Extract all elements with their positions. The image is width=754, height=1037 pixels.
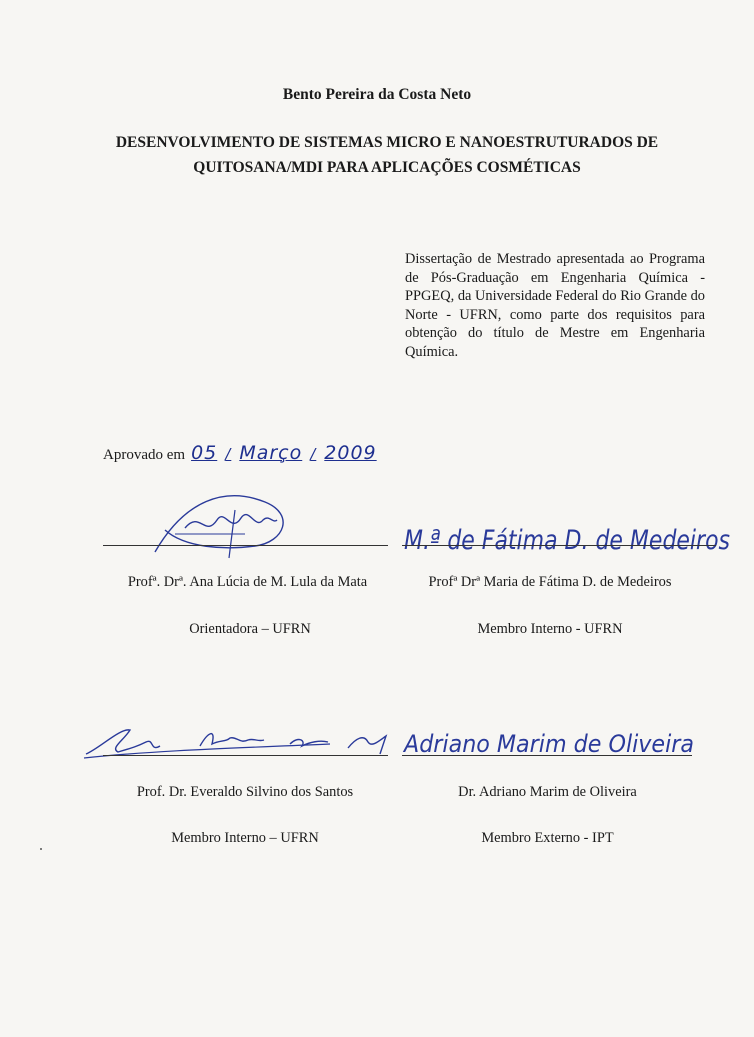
- date-separator: /: [310, 445, 317, 463]
- dissertation-title: [80, 130, 694, 180]
- signature-everaldo: [80, 718, 400, 766]
- member-3-role: Membro Interno – UFRN: [171, 830, 319, 846]
- approval-day: 05: [191, 442, 218, 464]
- member-4-name: Dr. Adriano Marim de Oliveira: [458, 784, 637, 800]
- approval-date: [103, 430, 377, 464]
- member-4-role: Membro Externo - IPT: [481, 830, 614, 846]
- signature-line-1: [103, 545, 388, 546]
- approval-label: Aprovado em: [103, 447, 186, 463]
- signature-line-3: [103, 755, 388, 756]
- scan-speck: [40, 848, 42, 850]
- approval-year: 2009: [324, 442, 377, 464]
- title-line-1: DESENVOLVIMENTO DE SISTEMAS MICRO E NANOESTRUTURADOS DE: [115, 134, 659, 151]
- member-2-role: Membro Interno - UFRN: [477, 621, 623, 637]
- author-name: Bento Pereira da Costa Neto: [282, 86, 472, 103]
- member-3-name: Prof. Dr. Everaldo Silvino dos Santos: [136, 784, 354, 800]
- signature-adriano: [400, 722, 700, 762]
- member-1-name: Profª. Drª. Ana Lúcia de M. Lula da Mata: [127, 574, 368, 590]
- title-line-2: QUITOSANA/MDI PARA APLICAÇÕES COSMÉTICAS: [193, 159, 581, 176]
- signature-line-4: [402, 755, 692, 756]
- member-1-role: Orientadora – UFRN: [189, 621, 311, 637]
- signature-text-adriano: Adriano Marim de Oliveira: [402, 730, 694, 758]
- dissertation-description: Dissertação de Mestrado apresentada ao Programa de Pós-Graduação em Engenharia Química - PPGEQ, da Universidade Federal do Rio Grande do Norte - UFRN, como parte dos requisitos para obtenção do título de Mestre em Engenharia Química.: [405, 251, 705, 360]
- member-2-name: Profª Drª Maria de Fátima D. de Medeiros: [428, 574, 672, 590]
- signature-line-2: [402, 545, 716, 546]
- approval-month: Março: [239, 442, 303, 464]
- date-separator: /: [225, 445, 232, 463]
- signature-maria-fatima: [398, 515, 738, 559]
- signature-text-maria: M.ª de Fátima D. de Medeiros: [404, 525, 730, 556]
- signature-ana-lucia: [145, 490, 305, 562]
- handwritten-date: [191, 442, 377, 464]
